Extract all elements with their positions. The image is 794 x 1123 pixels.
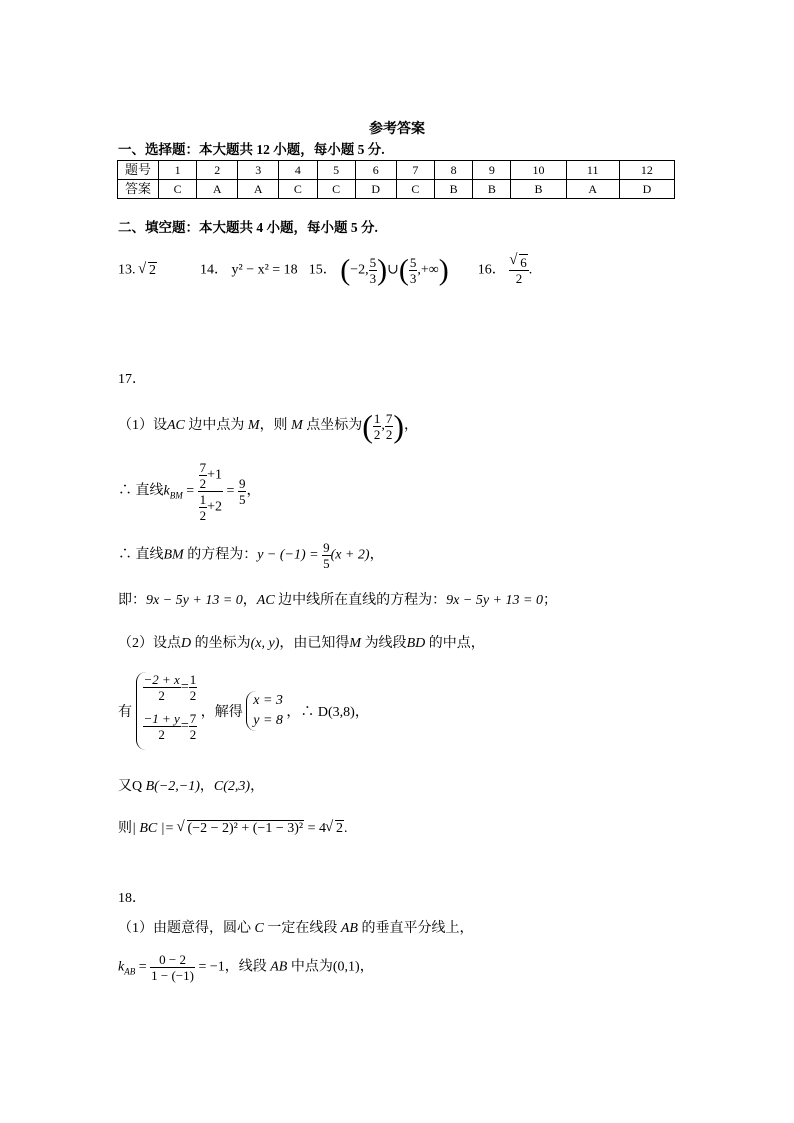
var-k: k bbox=[118, 959, 125, 975]
q18-part1-line bbox=[118, 917, 473, 937]
d-point: ，∴ D(3,8)， bbox=[286, 705, 369, 720]
table-cell: A bbox=[197, 180, 238, 199]
frac-num: 7 bbox=[385, 410, 393, 426]
table-cell: 7 bbox=[396, 161, 434, 180]
table-cell: 10 bbox=[511, 161, 566, 180]
bc-result: = 4 bbox=[307, 821, 326, 836]
frac-den: 2 bbox=[515, 271, 523, 286]
var-ab: AB bbox=[270, 959, 288, 975]
frac-num: 1 bbox=[373, 410, 381, 426]
text: 又Q bbox=[118, 779, 146, 794]
table-cell: 8 bbox=[434, 161, 472, 180]
table-cell: D bbox=[355, 180, 396, 199]
fill-answers-line: 13. √ 2 14． y² − x² = 18 15． (−2, $\frac{5}{3}$ )∪( $\frac{5}{3}$ ,+∞) 16． √ $\frac{6}{2}$ . bbox=[118, 255, 532, 286]
var-m: M bbox=[349, 636, 362, 651]
equation-right: (x + 2) bbox=[330, 547, 370, 563]
equation-left: y − (−1) = bbox=[257, 547, 319, 563]
text: ， bbox=[369, 547, 384, 563]
solution-y: y = 8 bbox=[253, 713, 283, 728]
section-choice-title: 一、选择题：本大题共 12 小题，每小题 5 分. bbox=[118, 142, 385, 157]
equals: = bbox=[180, 679, 189, 695]
var-bm: BM bbox=[163, 547, 184, 563]
frac bbox=[199, 460, 208, 491]
bc-sqrt bbox=[178, 821, 305, 837]
table-cell: C bbox=[396, 180, 434, 199]
frac bbox=[143, 672, 181, 703]
var-m: M bbox=[247, 418, 260, 434]
text: 边中线所在直线的方程为： bbox=[274, 593, 447, 608]
frac-den: 3 bbox=[369, 271, 377, 286]
compound-frac bbox=[198, 460, 223, 523]
section-fill-title: 二、填空题：本大题共 4 小题，每小题 5 分. bbox=[118, 220, 378, 235]
answer-table bbox=[117, 160, 675, 199]
text: 的垂直平分线上， bbox=[357, 921, 474, 936]
frac bbox=[199, 492, 208, 523]
var-ab: AB bbox=[340, 921, 358, 936]
equals: = bbox=[180, 718, 189, 734]
table-header-number: 题号 bbox=[118, 161, 159, 180]
q15-label: 15． bbox=[308, 262, 337, 278]
radicand: 2 bbox=[335, 821, 343, 836]
frac-den: 5 bbox=[238, 492, 246, 507]
text: （1）设 bbox=[118, 418, 167, 434]
q15-inf: ,+∞ bbox=[417, 262, 439, 278]
var-d: D bbox=[181, 636, 192, 651]
result: = −1 bbox=[198, 959, 225, 975]
q14-label: 14． bbox=[200, 262, 228, 278]
text: 有 bbox=[118, 705, 132, 720]
frac-den: 2 bbox=[199, 508, 207, 523]
frac-num: 1 bbox=[189, 672, 197, 687]
text: ， bbox=[199, 779, 214, 794]
text: （2）设点 bbox=[118, 636, 181, 651]
text: ，线段 bbox=[224, 959, 271, 975]
q17-bc-line bbox=[118, 817, 347, 837]
q13-radicand: 2 bbox=[149, 262, 156, 278]
var-xy: (x, y) bbox=[250, 636, 280, 651]
bc-radicand: (−2 − 2)² + (−1 − 3)² bbox=[187, 821, 304, 836]
table-cell: D bbox=[619, 180, 674, 199]
frac-den: 2 bbox=[373, 426, 381, 442]
q13-answer bbox=[139, 263, 157, 279]
text: ， bbox=[242, 593, 257, 608]
frac-den: 2 bbox=[189, 688, 197, 703]
table-cell: C bbox=[159, 180, 197, 199]
equals: = bbox=[186, 483, 195, 499]
q17-part1-line: （1）设AC 边中点为 M，则 M 点坐标为( $\frac{1}{2}$ , $\frac{7}{2}$ )， bbox=[118, 408, 419, 444]
period: . bbox=[343, 821, 348, 836]
text: +1 bbox=[207, 467, 223, 483]
subscript: AB bbox=[124, 966, 136, 977]
q15-neg2: −2, bbox=[350, 262, 369, 278]
q17-part2-line bbox=[118, 632, 485, 652]
frac-den: 2 bbox=[158, 688, 165, 703]
text: ，由已知得 bbox=[279, 636, 350, 651]
frac bbox=[150, 952, 195, 983]
bc-abs: | BC |= bbox=[132, 821, 175, 836]
frac-num: 7 bbox=[189, 711, 197, 726]
table-cell: 1 bbox=[159, 161, 197, 180]
table-cell: A bbox=[566, 180, 619, 199]
q15-frac bbox=[369, 255, 378, 286]
q17-also-line bbox=[118, 775, 264, 795]
frac-den: 2 bbox=[199, 476, 207, 491]
point-b: B(−2,−1) bbox=[145, 779, 200, 794]
frac-den: 5 bbox=[323, 556, 330, 571]
table-cell: 12 bbox=[619, 161, 674, 180]
text: 的方程为： bbox=[183, 547, 258, 563]
table-cell: 2 bbox=[197, 161, 238, 180]
text: 为线段 bbox=[361, 636, 407, 651]
var-k: k bbox=[163, 483, 170, 499]
var-ac: AC bbox=[256, 593, 275, 608]
text: 的坐标为 bbox=[191, 636, 251, 651]
frac bbox=[322, 540, 331, 571]
q18-number: 18． bbox=[118, 891, 146, 906]
text: 中点为 bbox=[287, 959, 333, 975]
frac-den: 2 bbox=[385, 426, 393, 442]
q17-number: 17． bbox=[118, 372, 146, 387]
frac-num: −1 + y bbox=[143, 711, 180, 726]
table-cell: A bbox=[238, 180, 279, 199]
frac-num: 0 − 2 bbox=[150, 952, 195, 968]
text: ， bbox=[250, 779, 265, 794]
equals: = bbox=[226, 483, 235, 499]
frac-num: 1 bbox=[199, 492, 207, 507]
text: +2 bbox=[207, 499, 223, 515]
q18-slope-line bbox=[118, 952, 374, 983]
text: （1）由题意得，圆心 bbox=[118, 921, 255, 936]
table-cell: 3 bbox=[238, 161, 279, 180]
table-cell: 5 bbox=[317, 161, 355, 180]
q17-slope-line bbox=[118, 460, 260, 523]
table-header-answer: 答案 bbox=[118, 180, 159, 199]
table-row-answers bbox=[118, 180, 675, 199]
text: 则 bbox=[118, 821, 132, 836]
q16-label: 16． bbox=[477, 262, 506, 278]
frac-den: 2 bbox=[189, 727, 197, 742]
frac-num: 7 bbox=[199, 460, 207, 475]
frac-num: 5 bbox=[409, 255, 417, 270]
frac-den: 1 − (−1) bbox=[151, 968, 194, 983]
frac-num: 9 bbox=[323, 540, 330, 555]
bc-sqrt2 bbox=[326, 821, 344, 837]
text: 一定在线段 bbox=[263, 921, 341, 936]
frac-num: 9 bbox=[238, 476, 246, 491]
page-title: 参考答案 bbox=[369, 122, 425, 137]
q13-label: 13. bbox=[118, 262, 136, 278]
table-cell: B bbox=[511, 180, 566, 199]
text: ， bbox=[246, 483, 261, 499]
var-bd: BD bbox=[406, 636, 426, 651]
period: . bbox=[528, 262, 533, 278]
table-cell: B bbox=[473, 180, 511, 199]
equation: 9x − 5y + 13 = 0 bbox=[446, 593, 543, 608]
q16-radicand: 6 bbox=[520, 255, 527, 270]
equals: = bbox=[138, 959, 147, 975]
var-c: C bbox=[254, 921, 264, 936]
text: ∴ 直线 bbox=[118, 547, 164, 563]
solution-brace bbox=[246, 691, 283, 731]
text: 点坐标为 bbox=[302, 418, 363, 434]
frac bbox=[189, 711, 198, 742]
table-cell: 11 bbox=[566, 161, 619, 180]
solution-x: x = 3 bbox=[253, 693, 283, 708]
frac bbox=[373, 411, 382, 442]
text: ， bbox=[404, 418, 419, 434]
frac-num: 5 bbox=[369, 255, 377, 270]
frac-num: −2 + x bbox=[143, 672, 180, 687]
midpoint: (0,1) bbox=[332, 959, 360, 975]
var-m: M bbox=[291, 418, 303, 434]
table-cell: C bbox=[317, 180, 355, 199]
frac-den: 3 bbox=[409, 271, 417, 286]
var-ac: AC bbox=[167, 418, 185, 434]
text: 的中点， bbox=[425, 636, 485, 651]
point-c: C(2,3) bbox=[213, 779, 251, 794]
table-cell: 4 bbox=[279, 161, 317, 180]
text: 边中点为 bbox=[184, 418, 248, 434]
text: ； bbox=[542, 593, 557, 608]
table-cell: 6 bbox=[355, 161, 396, 180]
table-cell: B bbox=[434, 180, 472, 199]
table-cell: C bbox=[279, 180, 317, 199]
text: 即： bbox=[118, 593, 146, 608]
text: ∴ 直线 bbox=[118, 483, 164, 499]
q17-line-eq bbox=[118, 540, 384, 571]
text: ，解得 bbox=[200, 705, 243, 720]
q14-answer: y² − x² = 18 bbox=[231, 262, 298, 278]
q15-union: ∪ bbox=[387, 262, 399, 278]
system-brace bbox=[136, 672, 198, 750]
equation: 9x − 5y + 13 = 0 bbox=[146, 593, 243, 608]
q16-answer bbox=[509, 255, 529, 286]
subscript: BM bbox=[169, 490, 183, 501]
table-cell: 9 bbox=[473, 161, 511, 180]
q17-ie-line bbox=[118, 589, 557, 609]
text: ，则 bbox=[259, 418, 292, 434]
frac bbox=[189, 672, 198, 703]
q17-system-line bbox=[118, 672, 369, 750]
table-row-numbers bbox=[118, 161, 675, 180]
frac-den: 2 bbox=[158, 727, 165, 742]
frac bbox=[143, 711, 181, 742]
text: ， bbox=[359, 959, 374, 975]
